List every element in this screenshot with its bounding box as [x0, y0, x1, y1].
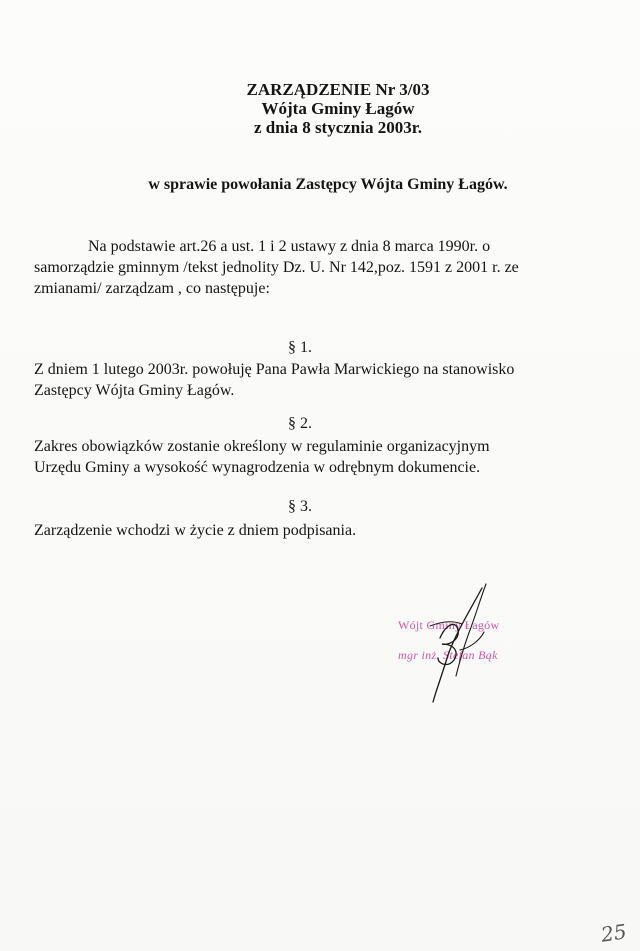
handwritten-signature — [400, 580, 520, 710]
section-1-line-2: Zastępcy Wójta Gminy Łagów. — [34, 382, 235, 399]
section-3-mark: § 3. — [288, 498, 312, 515]
section-1-text — [34, 359, 594, 401]
intro-paragraph — [34, 236, 594, 299]
section-3-text — [34, 520, 594, 541]
page-number: 25 — [599, 919, 628, 947]
intro-line-2: samorządzie gminnym /tekst jednolity Dz. U. Nr 142,poz. 1591 z 2001 r. ze — [34, 259, 519, 276]
section-2-mark: § 2. — [288, 415, 312, 432]
section-2-text — [34, 436, 594, 478]
section-2-line-2: Urzędu Gminy a wysokość wynagrodzenia w odrębnym dokumencie. — [34, 459, 481, 476]
section-1-mark: § 1. — [288, 339, 312, 356]
stamp-line-1: Wójt Gminy Łagów — [398, 618, 500, 632]
section-2-line-1: Zakres obowiązków zostanie określony w regulaminie organizacyjnym — [34, 438, 490, 455]
stamp-line-2: mgr inż. Stefan Bąk — [398, 648, 498, 662]
section-3-line-1: Zarządzenie wchodzi w życie z dniem podpisania. — [34, 522, 357, 539]
title-line-2: Wójta Gminy Łagów — [261, 99, 415, 118]
title-line-3: z dnia 8 stycznia 2003r. — [254, 118, 422, 137]
document-subject: w sprawie powołania Zastępcy Wójta Gminy Łagów. — [148, 176, 508, 193]
document-title-block — [0, 80, 640, 137]
intro-line-3: zmianami/ zarządzam , co następuje: — [34, 280, 270, 297]
intro-line-1: Na podstawie art.26 a ust. 1 i 2 ustawy z dnia 8 marca 1990r. o — [88, 238, 491, 255]
section-1-line-1: Z dniem 1 lutego 2003r. powołuję Pana Pawła Marwickiego na stanowisko — [34, 361, 515, 378]
title-line-1: ZARZĄDZENIE Nr 3/03 — [246, 80, 430, 99]
